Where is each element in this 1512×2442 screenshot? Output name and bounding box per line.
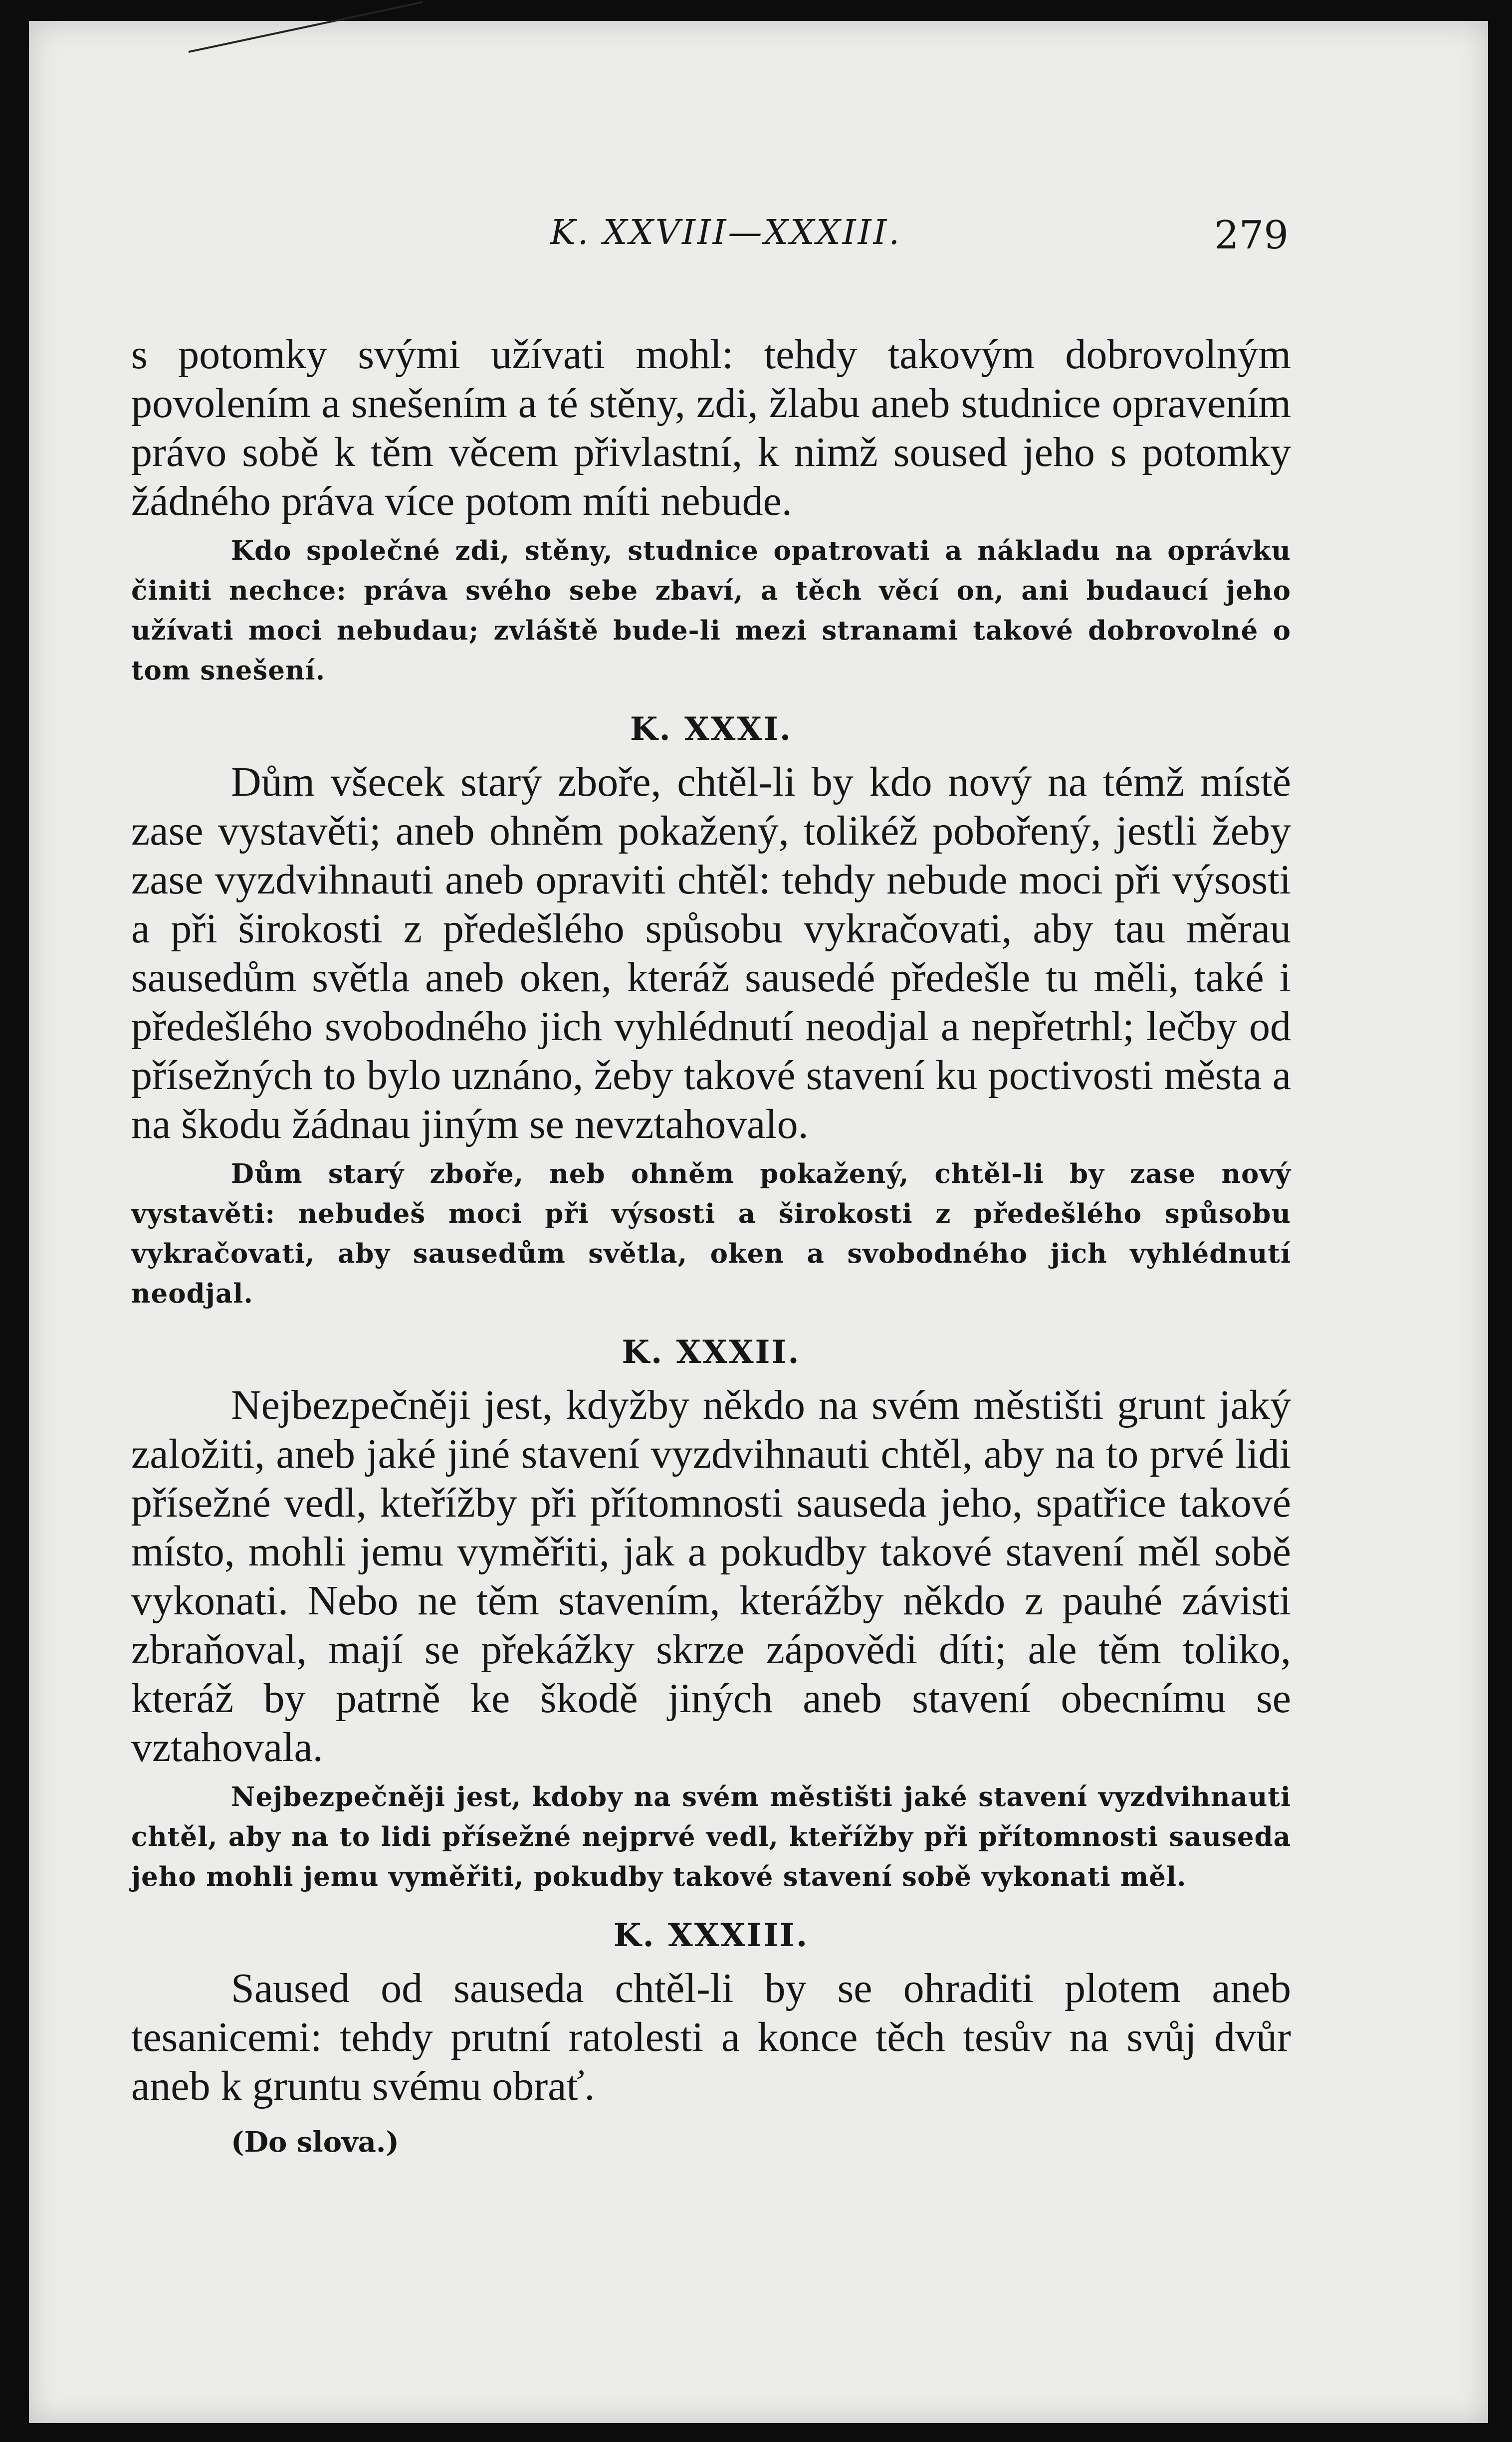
summary-paragraph: Dům starý zboře, neb ohněm pokažený, chtěl-li by zase nový vystavěti: nebudeš moci při výsosti a širokosti z předešlého spůsobu vykračovati, aby sausedům světla, oken a svobodného jich vyhlédnutí neodjal.: [131, 1158, 1291, 1309]
summary-paragraph: Kdo společné zdi, stěny, studnice opatrovati a nákladu na oprávku činiti nechce: práva svého sebe zbaví, a těch věcí on, ani budaucí jeho užívati moci nebudau; zvláště bude-li mezi stranami takové dobrovolné o tom snešení.: [131, 535, 1291, 686]
scan-artifact: [189, 1, 423, 53]
closing-note: (Do slova.): [231, 2126, 399, 2159]
section-heading: K. XXXII.: [622, 1333, 801, 1371]
book-page: [29, 21, 1488, 2423]
page-body: [131, 330, 1291, 2159]
running-head: K. XXVIII—XXXIII.: [550, 213, 901, 252]
body-paragraph: Nejbezpečněji jest, kdyžby někdo na svém městišti grunt jaký založiti, aneb jaké jiné stavení vyzdvihnauti chtěl, aby na to prvé lidi přísežné vedl, kteřížby při přítomnosti sauseda jeho, spatřice takové místo, mohli jemu vyměřiti, jak a pokudby takové stavení měl sobě vykonati. Nebo ne těm stavením, kterážby někdo z pauhé závisti zbraňoval, mají se překážky skrze zápovědi díti; ale těm toliko, kteráž by patrně ke škodě jiných aneb stavení obecnímu se vztahovala.: [131, 1382, 1291, 1771]
summary-paragraph: Nejbezpečněji jest, kdoby na svém městišti jaké stavení vyzdvihnauti chtěl, aby na to lidi přísežné nejprvé vedl, kteřížby při přítomnosti sauseda jeho mohli jemu vyměřiti, pokudby takové stavení sobě vykonati měl.: [131, 1781, 1291, 1892]
page-header: [129, 213, 1289, 268]
body-paragraph: Saused od sauseda chtěl-li by se ohraditi plotem aneb tesanicemi: tehdy prutní ratolesti a konce těch tesův na svůj dvůr aneb k gruntu svému obrať.: [131, 1965, 1291, 2109]
section-heading: K. XXXIII.: [613, 1917, 809, 1954]
body-paragraph: s potomky svými užívati mohl: tehdy takovým dobrovolným povolením a snešením a té stěny, zdi, žlabu aneb studnice opravením právo sobě k těm věcem přivlastní, k nimž soused jeho s potomky žádného práva více potom míti nebude.: [131, 331, 1291, 524]
section-heading: K. XXXI.: [630, 710, 793, 748]
page-number: 279: [1214, 213, 1289, 258]
body-paragraph: Dům všecek starý zboře, chtěl-li by kdo nový na témž místě zase vystavěti; aneb ohněm pokažený, tolikéž pobořený, jestli žeby zase vyzdvihnauti aneb opraviti chtěl: tehdy nebude moci při výsosti a při širokosti z předešlého spůsobu vykračovati, aby tau měrau sausedům světla aneb oken, kteráž sausedé předešle tu měli, také i předešlého svobodného jich vyhlédnutí neodjal a nepřetrhl; lečby od přísežných to bylo uznáno, žeby takové stavení ku poctivosti města a na škodu žádnau jiným se nevztahovalo.: [131, 759, 1291, 1147]
